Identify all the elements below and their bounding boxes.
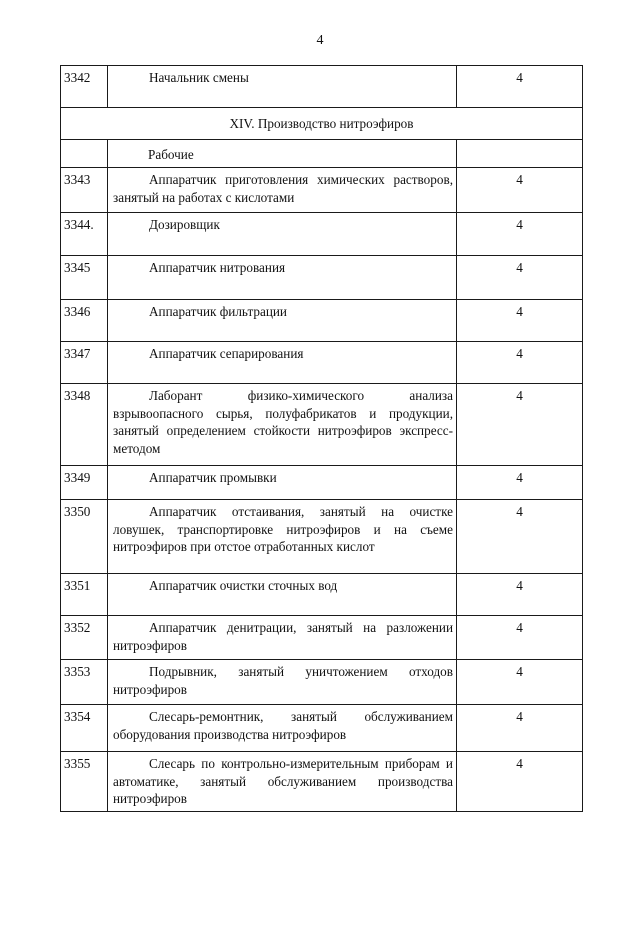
row-code: 3350: [61, 500, 108, 574]
row-name: Аппаратчик сепарирования: [108, 342, 457, 384]
row-code: 3348: [61, 384, 108, 466]
row-class: 4: [457, 300, 583, 342]
row-code: 3345: [61, 256, 108, 300]
row-class: 4: [457, 384, 583, 466]
row-code: 3347: [61, 342, 108, 384]
row-code: 3344.: [61, 213, 108, 256]
row-code: 3349: [61, 466, 108, 500]
row-code-empty: [61, 140, 108, 168]
row-class: 4: [457, 660, 583, 705]
row-code: 3354: [61, 705, 108, 752]
row-code: 3355: [61, 752, 108, 812]
table-row: [61, 752, 583, 812]
row-class: 4: [457, 500, 583, 574]
profession-table: [60, 65, 583, 812]
row-class: 4: [457, 574, 583, 616]
table-row: [61, 342, 583, 384]
table-row: [61, 705, 583, 752]
table-row: [61, 213, 583, 256]
table-row: [61, 660, 583, 705]
row-name: Аппаратчик фильтрации: [108, 300, 457, 342]
row-class: 4: [457, 213, 583, 256]
row-class: 4: [457, 66, 583, 108]
table-row: [61, 500, 583, 574]
table-row: [61, 256, 583, 300]
sub-heading: Рабочие: [108, 140, 457, 168]
row-name: Аппаратчик отстаивания, занятый на очистке ловушек, транспортировке нитроэфиров и на съеме нитроэфиров при отстое отработанных кислот: [108, 500, 457, 574]
page-number: 4: [316, 33, 324, 48]
table-row: [61, 66, 583, 108]
row-name: Слесарь-ремонтник, занятый обслуживанием оборудования производства нитроэфиров: [108, 705, 457, 752]
row-name: Дозировщик: [108, 213, 457, 256]
row-code: 3346: [61, 300, 108, 342]
row-name: Аппаратчик промывки: [108, 466, 457, 500]
row-class-empty: [457, 140, 583, 168]
section-row: [61, 108, 583, 140]
row-name: Подрывник, занятый уничтожением отходов нитроэфиров: [108, 660, 457, 705]
table-row: [61, 168, 583, 213]
table-row: [61, 616, 583, 660]
row-code: 3342: [61, 66, 108, 108]
row-code: 3353: [61, 660, 108, 705]
section-title: XIV. Производство нитроэфиров: [61, 108, 583, 140]
row-name: Начальник смены: [108, 66, 457, 108]
table-row: [61, 384, 583, 466]
row-name: Лаборант физико-химического анализа взрывоопасного сырья, полуфабрикатов и продукции, занятый определением стойкости нитроэфиров экспресс-методом: [108, 384, 457, 466]
row-code: 3351: [61, 574, 108, 616]
row-code: 3343: [61, 168, 108, 213]
row-class: 4: [457, 705, 583, 752]
row-name: Аппаратчик нитрования: [108, 256, 457, 300]
row-class: 4: [457, 752, 583, 812]
row-class: 4: [457, 256, 583, 300]
row-name: Аппаратчик очистки сточных вод: [108, 574, 457, 616]
row-class: 4: [457, 616, 583, 660]
row-class: 4: [457, 342, 583, 384]
table-row: [61, 466, 583, 500]
row-class: 4: [457, 168, 583, 213]
row-name: Слесарь по контрольно-измерительным приборам и автоматике, занятый обслуживанием производства нитроэфиров: [108, 752, 457, 812]
row-name: Аппаратчик денитрации, занятый на разложении нитроэфиров: [108, 616, 457, 660]
row-name: Аппаратчик приготовления химических растворов, занятый на работах с кислотами: [108, 168, 457, 213]
table-row: [61, 574, 583, 616]
subheading-row: [61, 140, 583, 168]
row-class: 4: [457, 466, 583, 500]
row-code: 3352: [61, 616, 108, 660]
table-row: [61, 300, 583, 342]
